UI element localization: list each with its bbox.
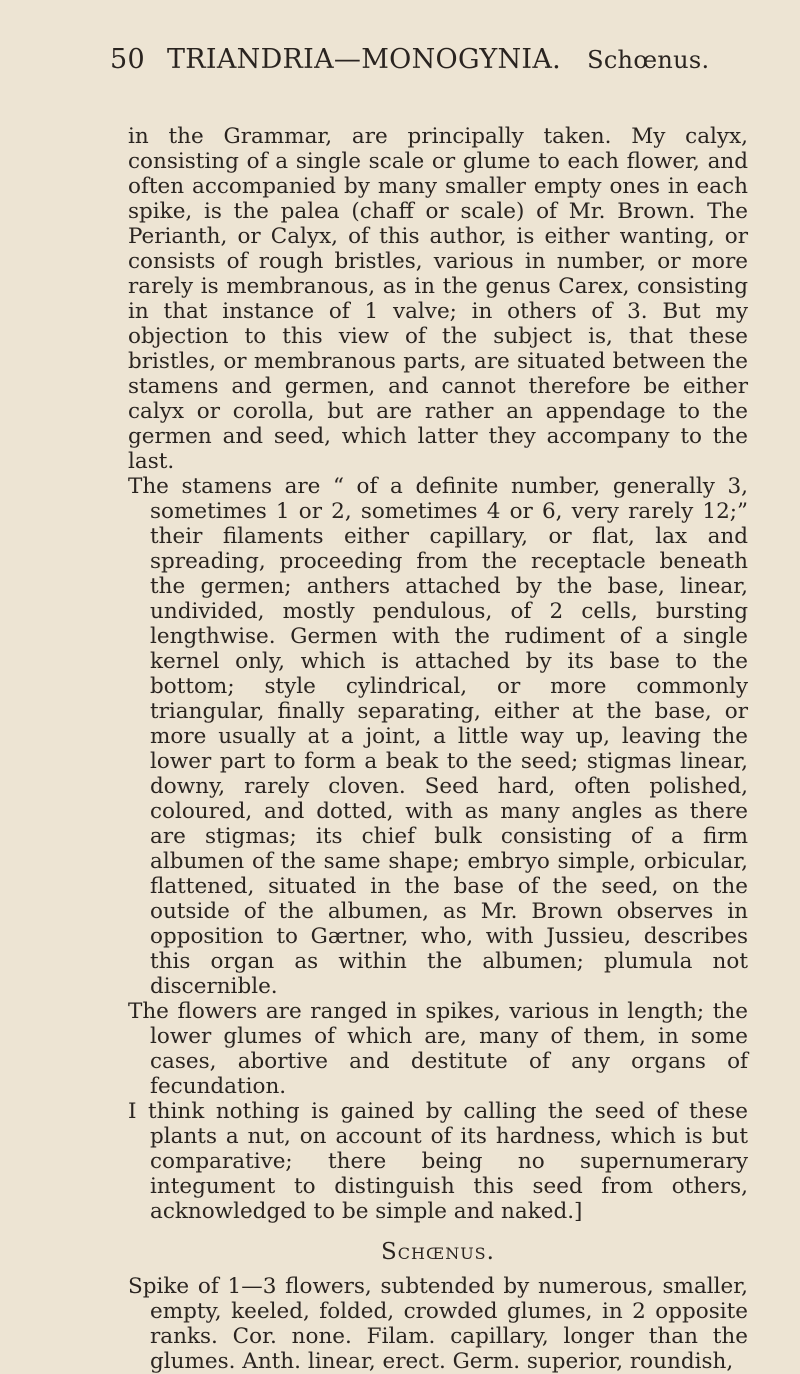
page-number: 50	[110, 44, 145, 75]
paragraph-seed: I think nothing is gained by calling the seed of these plants a nut, on account of its hardness, which is but comparative; there being no supernumerary integument to distinguish this seed from others, acknowledged to be simple and naked.]	[128, 1099, 748, 1224]
paragraph-spike: Spike of 1—3 flowers, subtended by numerous, smaller, empty, keeled, folded, crowded glumes, in 2 opposite ranks. Cor. none. Filam. capillary, longer than the glumes. Anth. linear, erect. Germ. superior, roundish,	[128, 1274, 748, 1374]
section-heading: Schœnus.	[381, 1239, 495, 1265]
header-title: TRIANDRIA—MONOGYNIA.	[166, 44, 562, 75]
header-genus: Schœnus.	[587, 46, 710, 74]
paragraph-stamens: The stamens are “ of a definite number, generally 3, sometimes 1 or 2, sometimes 4 or 6, very rarely 12;” their filaments either capillary, or flat, lax and spreading, proceeding from the receptacle beneath the germen; anthers attached by the base, linear, undivided, mostly pendulous, of 2 cells, bursting lengthwise. Germen with the rudiment of a single kernel only, which is attached by its base to the bottom; style cylindrical, or more commonly triangular, finally separating, either at the base, or more usually at a joint, a little way up, leaving the lower part to form a beak to the seed; stigmas linear, downy, rarely cloven. Seed hard, often polished, coloured, and dotted, with as many angles as there are stigmas; its chief bulk consisting of a firm albumen of the same shape; embryo simple, orbicular, flattened, situated in the base of the seed, on the outside of the albumen, as Mr. Brown observes in opposition to Gærtner, who, with Jussieu, describes this organ as within the albumen; plumula not discernible.	[128, 474, 748, 999]
running-header	[110, 44, 730, 75]
paragraph-flowers: The flowers are ranged in spikes, various in length; the lower glumes of which are, many of them, in some cases, abortive and destitute of any organs of fecundation.	[128, 999, 748, 1099]
page-body	[128, 124, 748, 1374]
paragraph-calyx: in the Grammar, are principally taken. My calyx, consisting of a single scale or glume to each flower, and often accompanied by many smaller empty ones in each spike, is the palea (chaff or scale) of Mr. Brown. The Perianth, or Calyx, of this author, is either wanting, or consists of rough bristles, various in number, or more rarely is membranous, as in the genus Carex, consisting in that instance of 1 valve; in others of 3. But my objection to this view of the subject is, that these bristles, or membranous parts, are situated between the stamens and germen, and cannot therefore be either calyx or corolla, but are rather an appendage to the germen and seed, which latter they accompany to the last.	[128, 124, 748, 474]
